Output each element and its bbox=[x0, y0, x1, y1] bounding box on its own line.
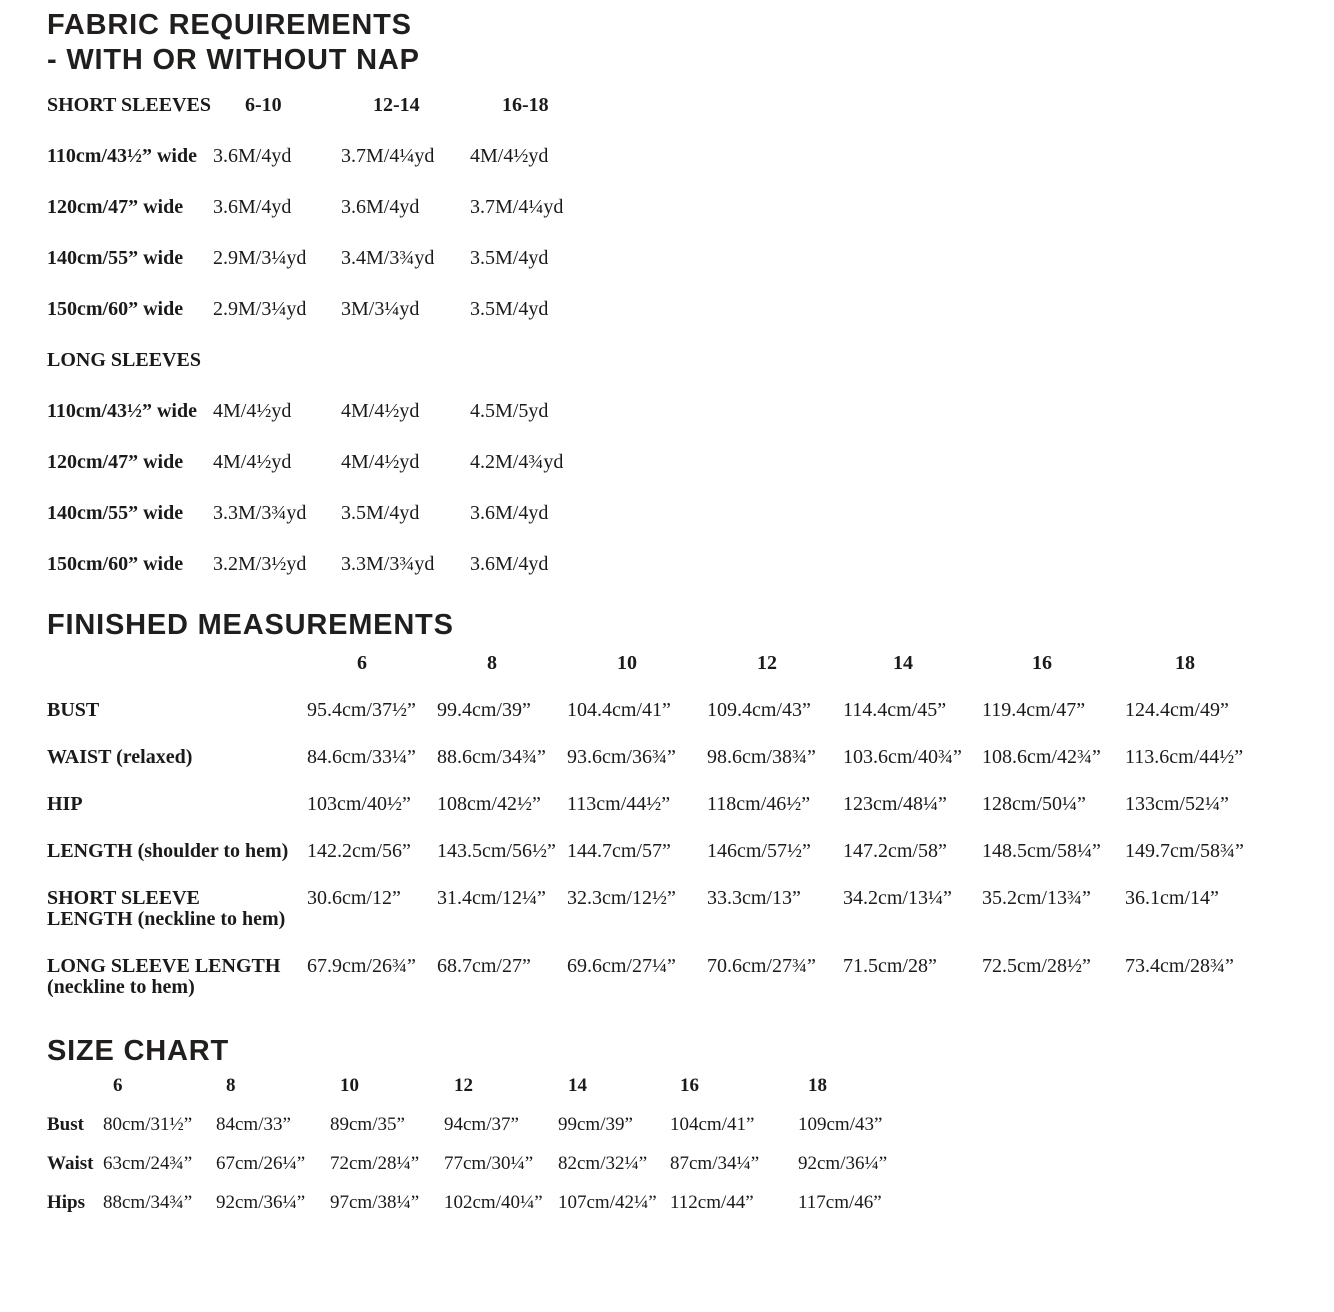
yardage-value: 2.9M/3¼yd bbox=[213, 247, 307, 269]
measurement-value: 123cm/48¼” bbox=[843, 793, 947, 815]
fabric-row-short-120 bbox=[47, 196, 1334, 219]
measurement-value: 146cm/57½” bbox=[707, 840, 811, 862]
fabric-requirements-title-line2: - WITH OR WITHOUT NAP bbox=[47, 44, 420, 76]
measurement-value: 98.6cm/38¾” bbox=[707, 746, 816, 768]
fabric-width-label: 140cm/55” wide bbox=[47, 502, 184, 524]
yardage-value: 3.7M/4¼yd bbox=[341, 145, 435, 167]
fabric-width-label: 120cm/47” wide bbox=[47, 196, 184, 218]
measurement-label: SHORT SLEEVE LENGTH (neckline to hem) bbox=[47, 887, 286, 930]
measurement-value: 149.7cm/58¾” bbox=[1125, 840, 1244, 862]
body-measurement-value: 97cm/38¼” bbox=[330, 1192, 420, 1213]
measurement-value: 33.3cm/13” bbox=[707, 887, 801, 909]
sc-header-spacer bbox=[47, 1075, 103, 1097]
fabric-width-label: 120cm/47” wide bbox=[47, 451, 184, 473]
measurement-value: 31.4cm/12¼” bbox=[437, 887, 546, 909]
fabric-size-range-header: 12-14 bbox=[373, 94, 420, 116]
measurement-value: 67.9cm/26¾” bbox=[307, 955, 416, 977]
measurement-value: 114.4cm/45” bbox=[843, 699, 947, 721]
yardage-value: 4M/4½yd bbox=[213, 400, 292, 422]
body-measurement-label: Hips bbox=[47, 1192, 86, 1213]
measurement-value: 108cm/42½” bbox=[437, 793, 541, 815]
yardage-value: 3.2M/3½yd bbox=[213, 553, 307, 575]
measurement-value: 113.6cm/44½” bbox=[1125, 746, 1244, 768]
measurement-label: HIP bbox=[47, 793, 83, 815]
sc-row-waist bbox=[47, 1153, 1334, 1175]
fm-row-waist bbox=[47, 747, 1334, 768]
measurement-value: 143.5cm/56½” bbox=[437, 840, 556, 862]
body-measurement-value: 84cm/33” bbox=[216, 1114, 291, 1135]
measurement-value: 71.5cm/28” bbox=[843, 955, 937, 977]
short-sleeves-section-label: SHORT SLEEVES bbox=[47, 94, 212, 116]
measurement-value: 34.2cm/13¼” bbox=[843, 887, 952, 909]
fm-row-length bbox=[47, 841, 1334, 862]
measurement-value: 144.7cm/57” bbox=[567, 840, 671, 862]
yardage-value: 2.9M/3¼yd bbox=[213, 298, 307, 320]
fm-row-short-sleeve-length bbox=[47, 888, 1334, 930]
sc-row-bust bbox=[47, 1114, 1334, 1136]
size-header: 14 bbox=[568, 1075, 587, 1096]
body-measurement-value: 112cm/44” bbox=[670, 1192, 754, 1213]
sc-row-hips bbox=[47, 1192, 1334, 1214]
yardage-value: 3.6M/4yd bbox=[341, 196, 420, 218]
size-chart-title: SIZE CHART bbox=[47, 1035, 229, 1067]
measurement-value: 88.6cm/34¾” bbox=[437, 746, 546, 768]
yardage-value: 3.5M/4yd bbox=[470, 247, 549, 269]
fabric-width-label: 140cm/55” wide bbox=[47, 247, 184, 269]
yardage-value: 4M/4½yd bbox=[341, 451, 420, 473]
size-header: 8 bbox=[226, 1075, 236, 1096]
measurement-value: 147.2cm/58” bbox=[843, 840, 947, 862]
body-measurement-value: 67cm/26¼” bbox=[216, 1153, 306, 1174]
measurement-value: 124.4cm/49” bbox=[1125, 699, 1229, 721]
yardage-value: 3.6M/4yd bbox=[213, 145, 292, 167]
body-measurement-label: Bust bbox=[47, 1114, 84, 1135]
yardage-value: 4M/4½yd bbox=[470, 145, 549, 167]
sc-size-header-row bbox=[47, 1075, 1334, 1097]
size-header: 8 bbox=[487, 652, 497, 674]
fabric-row-short-150 bbox=[47, 298, 1334, 321]
measurement-value: 118cm/46½” bbox=[707, 793, 811, 815]
measurement-value: 103.6cm/40¾” bbox=[843, 746, 962, 768]
measurement-value: 133cm/52¼” bbox=[1125, 793, 1229, 815]
yardage-value: 3.5M/4yd bbox=[341, 502, 420, 524]
fabric-width-label: 150cm/60” wide bbox=[47, 298, 184, 320]
yardage-value: 3.3M/3¾yd bbox=[341, 553, 435, 575]
fabric-requirements-title-line1: FABRIC REQUIREMENTS bbox=[47, 9, 412, 41]
size-header: 10 bbox=[617, 652, 637, 674]
body-measurement-value: 77cm/30¼” bbox=[444, 1153, 534, 1174]
measurement-value: 128cm/50¼” bbox=[982, 793, 1086, 815]
size-header: 12 bbox=[757, 652, 777, 674]
measurement-value: 69.6cm/27¼” bbox=[567, 955, 676, 977]
fabric-row-long-150 bbox=[47, 553, 1334, 576]
yardage-value: 3.3M/3¾yd bbox=[213, 502, 307, 524]
yardage-value: 4.2M/4¾yd bbox=[470, 451, 564, 473]
measurement-label: BUST bbox=[47, 699, 100, 721]
measurement-value: 36.1cm/14” bbox=[1125, 887, 1219, 909]
fabric-width-label: 110cm/43½” wide bbox=[47, 145, 197, 167]
measurement-value: 93.6cm/36¾” bbox=[567, 746, 676, 768]
finished-measurements-title: FINISHED MEASUREMENTS bbox=[47, 609, 454, 641]
fm-row-hip bbox=[47, 794, 1334, 815]
size-header: 14 bbox=[893, 652, 913, 674]
fm-row-long-sleeve-length bbox=[47, 956, 1334, 998]
long-sleeves-section-label: LONG SLEEVES bbox=[47, 349, 201, 371]
body-measurement-value: 63cm/24¾” bbox=[103, 1153, 193, 1174]
measurement-value: 119.4cm/47” bbox=[982, 699, 1086, 721]
body-measurement-value: 82cm/32¼” bbox=[558, 1153, 648, 1174]
fabric-row-long-140 bbox=[47, 502, 1334, 525]
measurement-value: 35.2cm/13¾” bbox=[982, 887, 1091, 909]
size-header: 12 bbox=[454, 1075, 473, 1096]
fabric-size-range-header: 6-10 bbox=[245, 94, 282, 116]
measurement-label: LENGTH (shoulder to hem) bbox=[47, 840, 289, 862]
yardage-value: 3.6M/4yd bbox=[470, 553, 549, 575]
size-header: 18 bbox=[1175, 652, 1195, 674]
size-header: 16 bbox=[1032, 652, 1052, 674]
body-measurement-value: 99cm/39” bbox=[558, 1114, 633, 1135]
body-measurement-value: 104cm/41” bbox=[670, 1114, 755, 1135]
measurement-value: 70.6cm/27¾” bbox=[707, 955, 816, 977]
fabric-width-label: 150cm/60” wide bbox=[47, 553, 184, 575]
size-header: 10 bbox=[340, 1075, 359, 1096]
fm-row-bust bbox=[47, 700, 1334, 721]
measurement-value: 68.7cm/27” bbox=[437, 955, 531, 977]
measurement-value: 95.4cm/37½” bbox=[307, 699, 416, 721]
body-measurement-value: 72cm/28¼” bbox=[330, 1153, 420, 1174]
body-measurement-value: 94cm/37” bbox=[444, 1114, 519, 1135]
body-measurement-value: 80cm/31½” bbox=[103, 1114, 193, 1135]
yardage-value: 3.4M/3¾yd bbox=[341, 247, 435, 269]
measurement-value: 32.3cm/12½” bbox=[567, 887, 676, 909]
yardage-value: 3M/3¼yd bbox=[341, 298, 420, 320]
fabric-size-header-row bbox=[47, 94, 1334, 117]
yardage-value: 4.5M/5yd bbox=[470, 400, 549, 422]
measurement-value: 108.6cm/42¾” bbox=[982, 746, 1101, 768]
body-measurement-value: 89cm/35” bbox=[330, 1114, 405, 1135]
yardage-value: 3.6M/4yd bbox=[470, 502, 549, 524]
measurement-value: 142.2cm/56” bbox=[307, 840, 411, 862]
measurement-value: 104.4cm/41” bbox=[567, 699, 671, 721]
yardage-value: 4M/4½yd bbox=[213, 451, 292, 473]
body-measurement-value: 117cm/46” bbox=[798, 1192, 882, 1213]
measurement-value: 99.4cm/39” bbox=[437, 699, 531, 721]
size-header: 18 bbox=[808, 1075, 827, 1096]
body-measurement-value: 109cm/43” bbox=[798, 1114, 883, 1135]
body-measurement-value: 92cm/36¼” bbox=[798, 1153, 888, 1174]
measurement-value: 103cm/40½” bbox=[307, 793, 411, 815]
measurement-value: 73.4cm/28¾” bbox=[1125, 955, 1234, 977]
yardage-value: 3.7M/4¼yd bbox=[470, 196, 564, 218]
body-measurement-value: 102cm/40¼” bbox=[444, 1192, 543, 1213]
body-measurement-value: 87cm/34¼” bbox=[670, 1153, 760, 1174]
size-header: 16 bbox=[680, 1075, 699, 1096]
body-measurement-value: 107cm/42¼” bbox=[558, 1192, 657, 1213]
yardage-value: 4M/4½yd bbox=[341, 400, 420, 422]
body-measurement-label: Waist bbox=[47, 1153, 94, 1174]
measurement-value: 30.6cm/12” bbox=[307, 887, 401, 909]
measurement-label: LONG SLEEVE LENGTH (neckline to hem) bbox=[47, 955, 281, 998]
yardage-value: 3.5M/4yd bbox=[470, 298, 549, 320]
fabric-size-range-header: 16-18 bbox=[502, 94, 549, 116]
fabric-row-short-110 bbox=[47, 145, 1334, 168]
body-measurement-value: 92cm/36¼” bbox=[216, 1192, 306, 1213]
measurement-value: 113cm/44½” bbox=[567, 793, 671, 815]
measurement-value: 72.5cm/28½” bbox=[982, 955, 1091, 977]
fabric-requirements-title bbox=[47, 8, 1334, 78]
size-header: 6 bbox=[113, 1075, 123, 1096]
body-measurement-value: 88cm/34¾” bbox=[103, 1192, 193, 1213]
fm-size-header-row bbox=[47, 653, 1334, 674]
size-header: 6 bbox=[357, 652, 367, 674]
measurement-value: 84.6cm/33¼” bbox=[307, 746, 416, 768]
measurement-label: WAIST (relaxed) bbox=[47, 746, 193, 768]
measurement-value: 148.5cm/58¼” bbox=[982, 840, 1101, 862]
fabric-row-short-140 bbox=[47, 247, 1334, 270]
fabric-row-long-120 bbox=[47, 451, 1334, 474]
yardage-value: 3.6M/4yd bbox=[213, 196, 292, 218]
fabric-width-label: 110cm/43½” wide bbox=[47, 400, 197, 422]
measurement-value: 109.4cm/43” bbox=[707, 699, 811, 721]
fabric-row-long-110 bbox=[47, 400, 1334, 423]
